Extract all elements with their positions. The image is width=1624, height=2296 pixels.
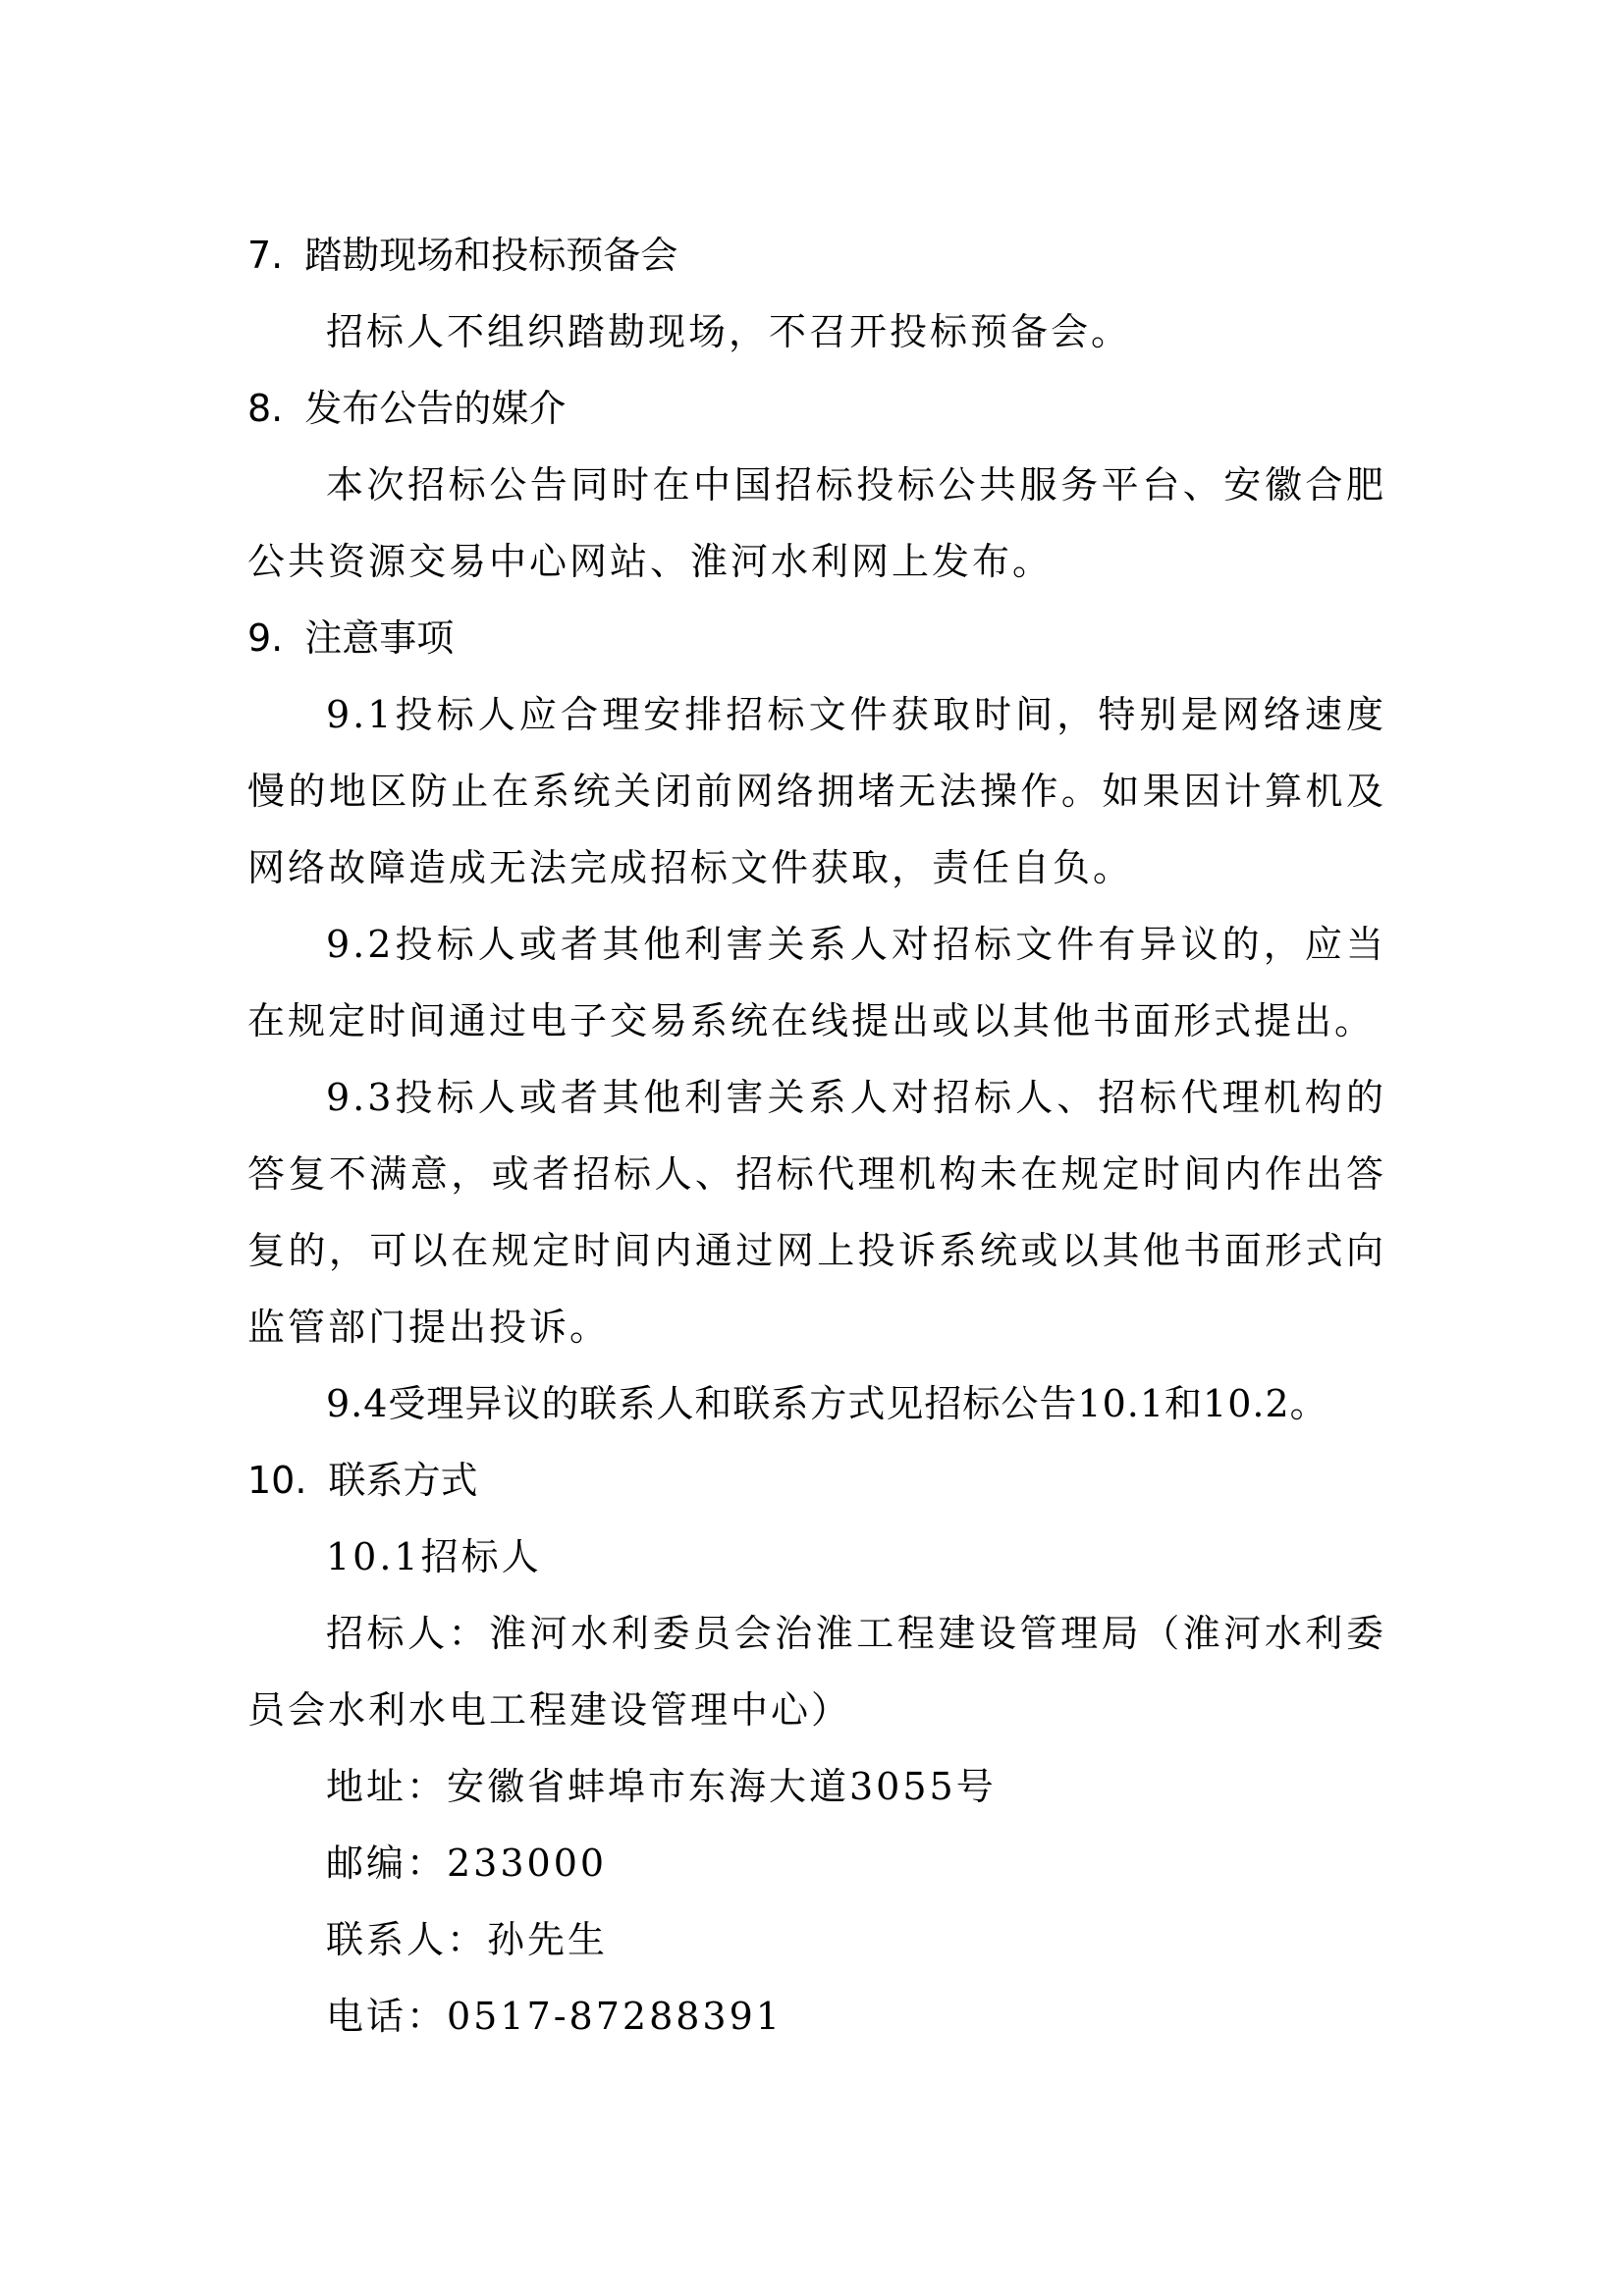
contact-postcode: 邮编：233000 [326, 1842, 608, 1885]
section-heading-10 [247, 1442, 1386, 1519]
section-title: 联系方式 [328, 1459, 478, 1502]
section-heading-8 [247, 370, 1386, 447]
section-title: 注意事项 [304, 616, 455, 660]
contact-phone: 电话：0517-87288391 [326, 1995, 783, 2038]
section-title: 踏勘现场和投标预备会 [304, 234, 678, 277]
section-heading-7 [247, 217, 1386, 294]
section-title: 发布公告的媒介 [304, 387, 567, 430]
paragraph: 9.3投标人或者其他利害关系人对招标人、招标代理机构的答复不满意，或者招标人、招标代理机构未在规定时间内作出答复的，可以在规定时间内通过网上投诉系统或以其他书面形式向监管部门提出投诉。 [247, 1076, 1386, 1349]
document-body [247, 217, 1386, 2055]
paragraph: 招标人不组织踏勘现场，不召开投标预备会。 [326, 310, 1132, 353]
section-number: 9. [247, 616, 284, 660]
paragraph: 9.1投标人应合理安排招标文件获取时间，特别是网络速度慢的地区防止在系统关闭前网络拥堵无法操作。如果因计算机及网络故障造成无法完成招标文件获取，责任自负。 [247, 693, 1386, 889]
section-heading-9 [247, 600, 1386, 676]
section-number: 8. [247, 387, 284, 430]
paragraph: 9.2投标人或者其他利害关系人对招标文件有异议的，应当在规定时间通过电子交易系统在线提出或以其他书面形式提出。 [247, 923, 1386, 1042]
subsection-title: 10.1招标人 [326, 1535, 542, 1578]
section-number: 10. [247, 1459, 307, 1502]
paragraph: 9.4受理异议的联系人和联系方式见招标公告10.1和10.2。 [326, 1382, 1328, 1425]
section-number: 7. [247, 234, 284, 277]
contact-tenderer: 招标人：淮河水利委员会治淮工程建设管理局（淮河水利委员会水利水电工程建设管理中心） [247, 1612, 1386, 1732]
contact-address: 地址：安徽省蚌埠市东海大道3055号 [326, 1765, 997, 1808]
paragraph: 本次招标公告同时在中国招标投标公共服务平台、安徽合肥公共资源交易中心网站、淮河水利网上发布。 [247, 463, 1386, 583]
contact-person: 联系人：孙先生 [326, 1918, 609, 1961]
